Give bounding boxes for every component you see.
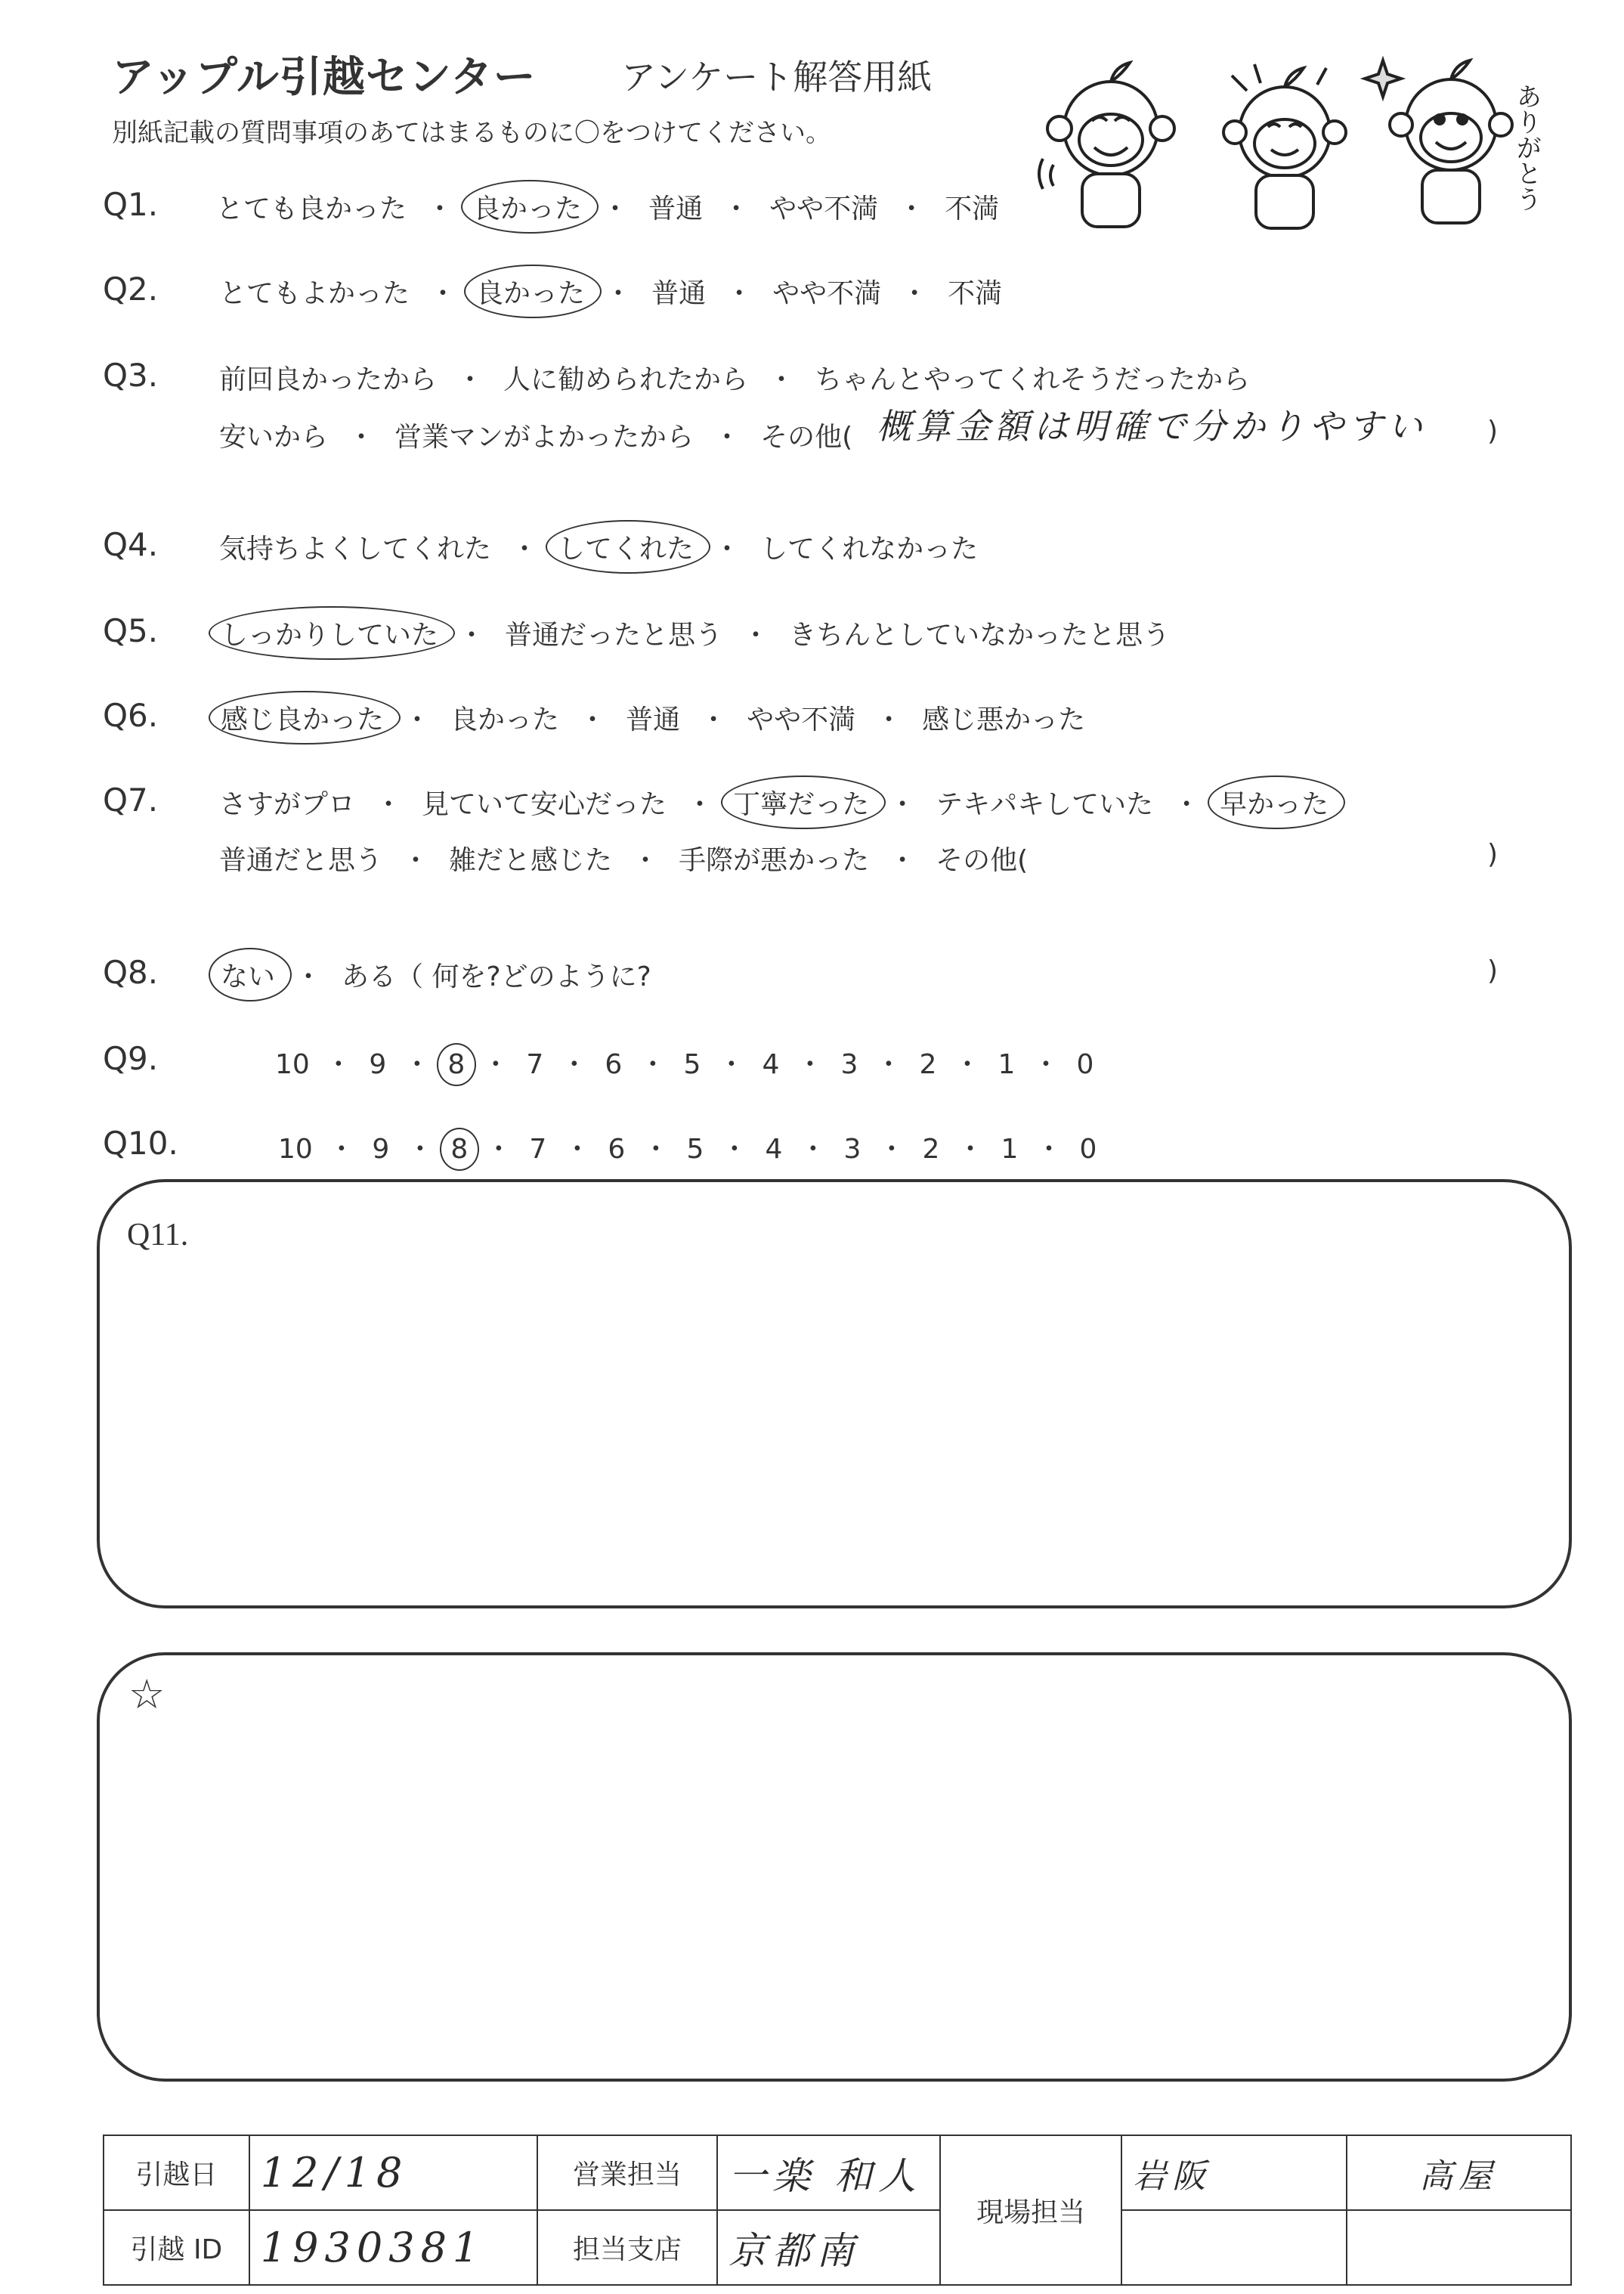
q1-option[interactable]: やや不満 xyxy=(769,193,879,224)
q10-score[interactable]: 5 xyxy=(686,1134,704,1165)
q7-option[interactable]: 手際が悪かった xyxy=(679,845,870,876)
q1-option[interactable]: 普通 xyxy=(648,193,704,224)
q2-label: Q2. xyxy=(103,271,159,308)
move-date-field[interactable] xyxy=(249,2135,537,2210)
q5-option-selected[interactable]: しっかりしていた xyxy=(221,614,438,652)
q9-score[interactable]: 2 xyxy=(919,1049,937,1080)
footer-info-table xyxy=(103,2135,1572,2286)
q2-option[interactable]: 不満 xyxy=(948,278,1003,309)
q7-option[interactable]: 普通だと思う xyxy=(219,845,383,876)
move-id-field[interactable] xyxy=(249,2210,537,2285)
q3-option[interactable]: 安いから xyxy=(219,422,329,453)
q9-score[interactable]: 4 xyxy=(762,1049,780,1080)
q7-option[interactable]: 雑だと感じた xyxy=(449,845,613,876)
q3-option[interactable]: 人に勧められたから xyxy=(503,364,749,395)
q3-option[interactable]: 営業マンがよかったから xyxy=(394,422,694,453)
move-id-label: 引越 ID xyxy=(104,2210,249,2285)
q9-score[interactable]: 6 xyxy=(605,1049,623,1080)
q9-label: Q9. xyxy=(103,1040,159,1077)
q4-options: 気持ちよくしてくれた ・ してくれた ・ してくれなかった xyxy=(219,528,978,566)
q7-option[interactable]: 見ていて安心だった xyxy=(422,789,667,820)
q6-option[interactable]: 普通 xyxy=(626,704,681,735)
q10-score[interactable]: 3 xyxy=(843,1134,861,1165)
q8-option-selected[interactable]: ない xyxy=(221,955,275,994)
branch-label: 担当支店 xyxy=(537,2210,718,2285)
star-comment-box[interactable] xyxy=(97,1652,1572,2082)
q10-score[interactable]: 9 xyxy=(372,1134,390,1165)
form-subtitle: アンケート解答用紙 xyxy=(621,57,933,98)
site-staff-field-4[interactable] xyxy=(1347,2210,1571,2285)
q9-scale: 10 ・ 9 ・ 8 ・ 7 ・ 6 ・ 5 ・ 4 ・ 3 ・ 2 ・ 1 ・ 0 xyxy=(275,1043,1096,1082)
site-staff-2-value: 高屋 xyxy=(1419,2156,1499,2196)
q3-options-line1: 前回良かったから ・ 人に勧められたから ・ ちゃんとやってくれそうだったから xyxy=(219,358,1250,397)
q3-option-other[interactable]: その他( xyxy=(760,422,853,453)
q10-score[interactable]: 10 xyxy=(278,1134,313,1165)
q9-score[interactable]: 5 xyxy=(683,1049,701,1080)
q6-option[interactable]: 良かった xyxy=(450,704,560,735)
q6-option[interactable]: 感じ悪かった xyxy=(922,704,1086,735)
q10-score-selected[interactable]: 8 xyxy=(449,1134,470,1165)
q8-label: Q8. xyxy=(103,954,159,991)
sales-label: 営業担当 xyxy=(537,2135,718,2210)
q2-option[interactable]: やや不満 xyxy=(772,278,882,309)
q5-option[interactable]: 普通だったと思う xyxy=(505,620,723,651)
q1-options: とても良かった ・ 良かった ・ 普通 ・ やや不満 ・ 不満 xyxy=(216,187,999,226)
q8-option[interactable]: ある（ 何を?どのように? xyxy=(342,961,651,992)
move-id-value: 1930381 xyxy=(260,2224,485,2271)
q11-label: Q11. xyxy=(127,1218,189,1252)
monkey-mascot-illustration xyxy=(1028,45,1572,249)
move-date-label: 引越日 xyxy=(104,2135,249,2210)
q1-option-selected[interactable]: 良かった xyxy=(473,187,582,226)
q10-label: Q10. xyxy=(103,1125,178,1162)
q4-label: Q4. xyxy=(103,526,159,563)
q4-option-selected[interactable]: してくれた xyxy=(558,528,694,566)
monkey-2-icon xyxy=(1223,64,1346,228)
q10-score[interactable]: 2 xyxy=(922,1134,940,1165)
q3-option[interactable]: 前回良かったから xyxy=(219,364,438,395)
q1-option[interactable]: 不満 xyxy=(945,193,1000,224)
q10-score[interactable]: 0 xyxy=(1079,1134,1097,1165)
site-staff-field-2[interactable] xyxy=(1347,2135,1571,2210)
move-date-value: 12/18 xyxy=(260,2149,409,2196)
q7-label: Q7. xyxy=(103,782,159,819)
q8-paren-close: ) xyxy=(1487,955,1499,986)
q7-option-selected[interactable]: 早かった xyxy=(1220,783,1329,822)
q5-label: Q5. xyxy=(103,612,159,649)
q9-score[interactable]: 3 xyxy=(840,1049,858,1080)
q7-options-line1: さすがプロ ・ 見ていて安心だった ・ 丁寧だった ・ テキパキしていた ・ 早かった xyxy=(219,783,1329,822)
q10-score[interactable]: 7 xyxy=(529,1134,547,1165)
q6-options: 感じ良かった ・ 良かった ・ 普通 ・ やや不満 ・ 感じ悪かった xyxy=(221,698,1085,737)
sales-value: 一楽 和人 xyxy=(728,2153,923,2198)
thanks-text: ありがとう xyxy=(1511,83,1542,212)
q8-options: ない ・ ある（ 何を?どのように? xyxy=(221,955,651,994)
site-label: 現場担当 xyxy=(940,2135,1121,2285)
q2-option-selected[interactable]: 良かった xyxy=(476,272,585,311)
sales-field[interactable] xyxy=(717,2135,940,2210)
q9-score[interactable]: 9 xyxy=(369,1049,387,1080)
q10-score[interactable]: 6 xyxy=(608,1134,626,1165)
q9-score-selected[interactable]: 8 xyxy=(446,1049,467,1080)
q5-options: しっかりしていた ・ 普通だったと思う ・ きちんとしていなかったと思う xyxy=(221,614,1170,652)
q7-option[interactable]: さすがプロ xyxy=(219,789,356,820)
q2-option[interactable]: 普通 xyxy=(651,278,707,309)
q6-option-selected[interactable]: 感じ良かった xyxy=(221,698,384,737)
q4-option[interactable]: 気持ちよくしてくれた xyxy=(219,534,492,565)
q4-option[interactable]: してくれなかった xyxy=(760,534,979,565)
site-staff-1-value: 岩阪 xyxy=(1133,2156,1212,2196)
branch-value: 京都南 xyxy=(728,2228,861,2273)
q1-label: Q1. xyxy=(103,186,159,223)
q7-options-line2: 普通だと思う ・ 雑だと感じた ・ 手際が悪かった ・ その他( xyxy=(219,839,1028,878)
q7-paren-close: ) xyxy=(1487,839,1499,870)
monkey-3-icon xyxy=(1365,60,1512,223)
q3-paren-close: ) xyxy=(1487,416,1499,447)
q3-option[interactable]: ちゃんとやってくれそうだったから xyxy=(815,364,1251,395)
q10-scale: 10 ・ 9 ・ 8 ・ 7 ・ 6 ・ 5 ・ 4 ・ 3 ・ 2 ・ 1 ・ 0 xyxy=(278,1128,1099,1166)
q2-options: とてもよかった ・ 良かった ・ 普通 ・ やや不満 ・ 不満 xyxy=(219,272,1002,311)
site-staff-field-1[interactable] xyxy=(1121,2135,1346,2210)
q5-option[interactable]: きちんとしていなかったと思う xyxy=(789,620,1171,651)
q9-score[interactable]: 0 xyxy=(1076,1049,1094,1080)
instruction-text: 別紙記載の質問事項のあてはまるものに〇をつけてください。 xyxy=(112,118,831,148)
monkey-1-icon xyxy=(1039,63,1174,227)
q3-other-handwritten[interactable]: 概算金額は明確で分かりやすい xyxy=(877,406,1427,447)
company-title: アップル引越センター xyxy=(112,53,537,102)
q3-label: Q3. xyxy=(103,357,159,394)
q1-option[interactable]: とても良かった xyxy=(216,193,407,224)
q7-option-other[interactable]: その他( xyxy=(936,845,1029,876)
q11-comment-box[interactable] xyxy=(97,1179,1572,1608)
q9-score[interactable]: 10 xyxy=(275,1049,310,1080)
star-label: ☆ xyxy=(128,1672,165,1717)
q6-option[interactable]: やや不満 xyxy=(747,704,856,735)
branch-field[interactable] xyxy=(717,2210,940,2285)
q6-label: Q6. xyxy=(103,697,159,734)
q10-score[interactable]: 1 xyxy=(1001,1134,1019,1165)
q3-options-line2: 安いから ・ 営業マンがよかったから ・ その他( xyxy=(219,416,852,454)
site-staff-field-3[interactable] xyxy=(1121,2210,1346,2285)
q2-option[interactable]: とてもよかった xyxy=(219,278,410,309)
q9-score[interactable]: 7 xyxy=(526,1049,544,1080)
q7-option-selected[interactable]: 丁寧だった xyxy=(733,783,869,822)
q9-score[interactable]: 1 xyxy=(998,1049,1016,1080)
q7-option[interactable]: テキパキしていた xyxy=(936,789,1154,820)
q10-score[interactable]: 4 xyxy=(765,1134,783,1165)
